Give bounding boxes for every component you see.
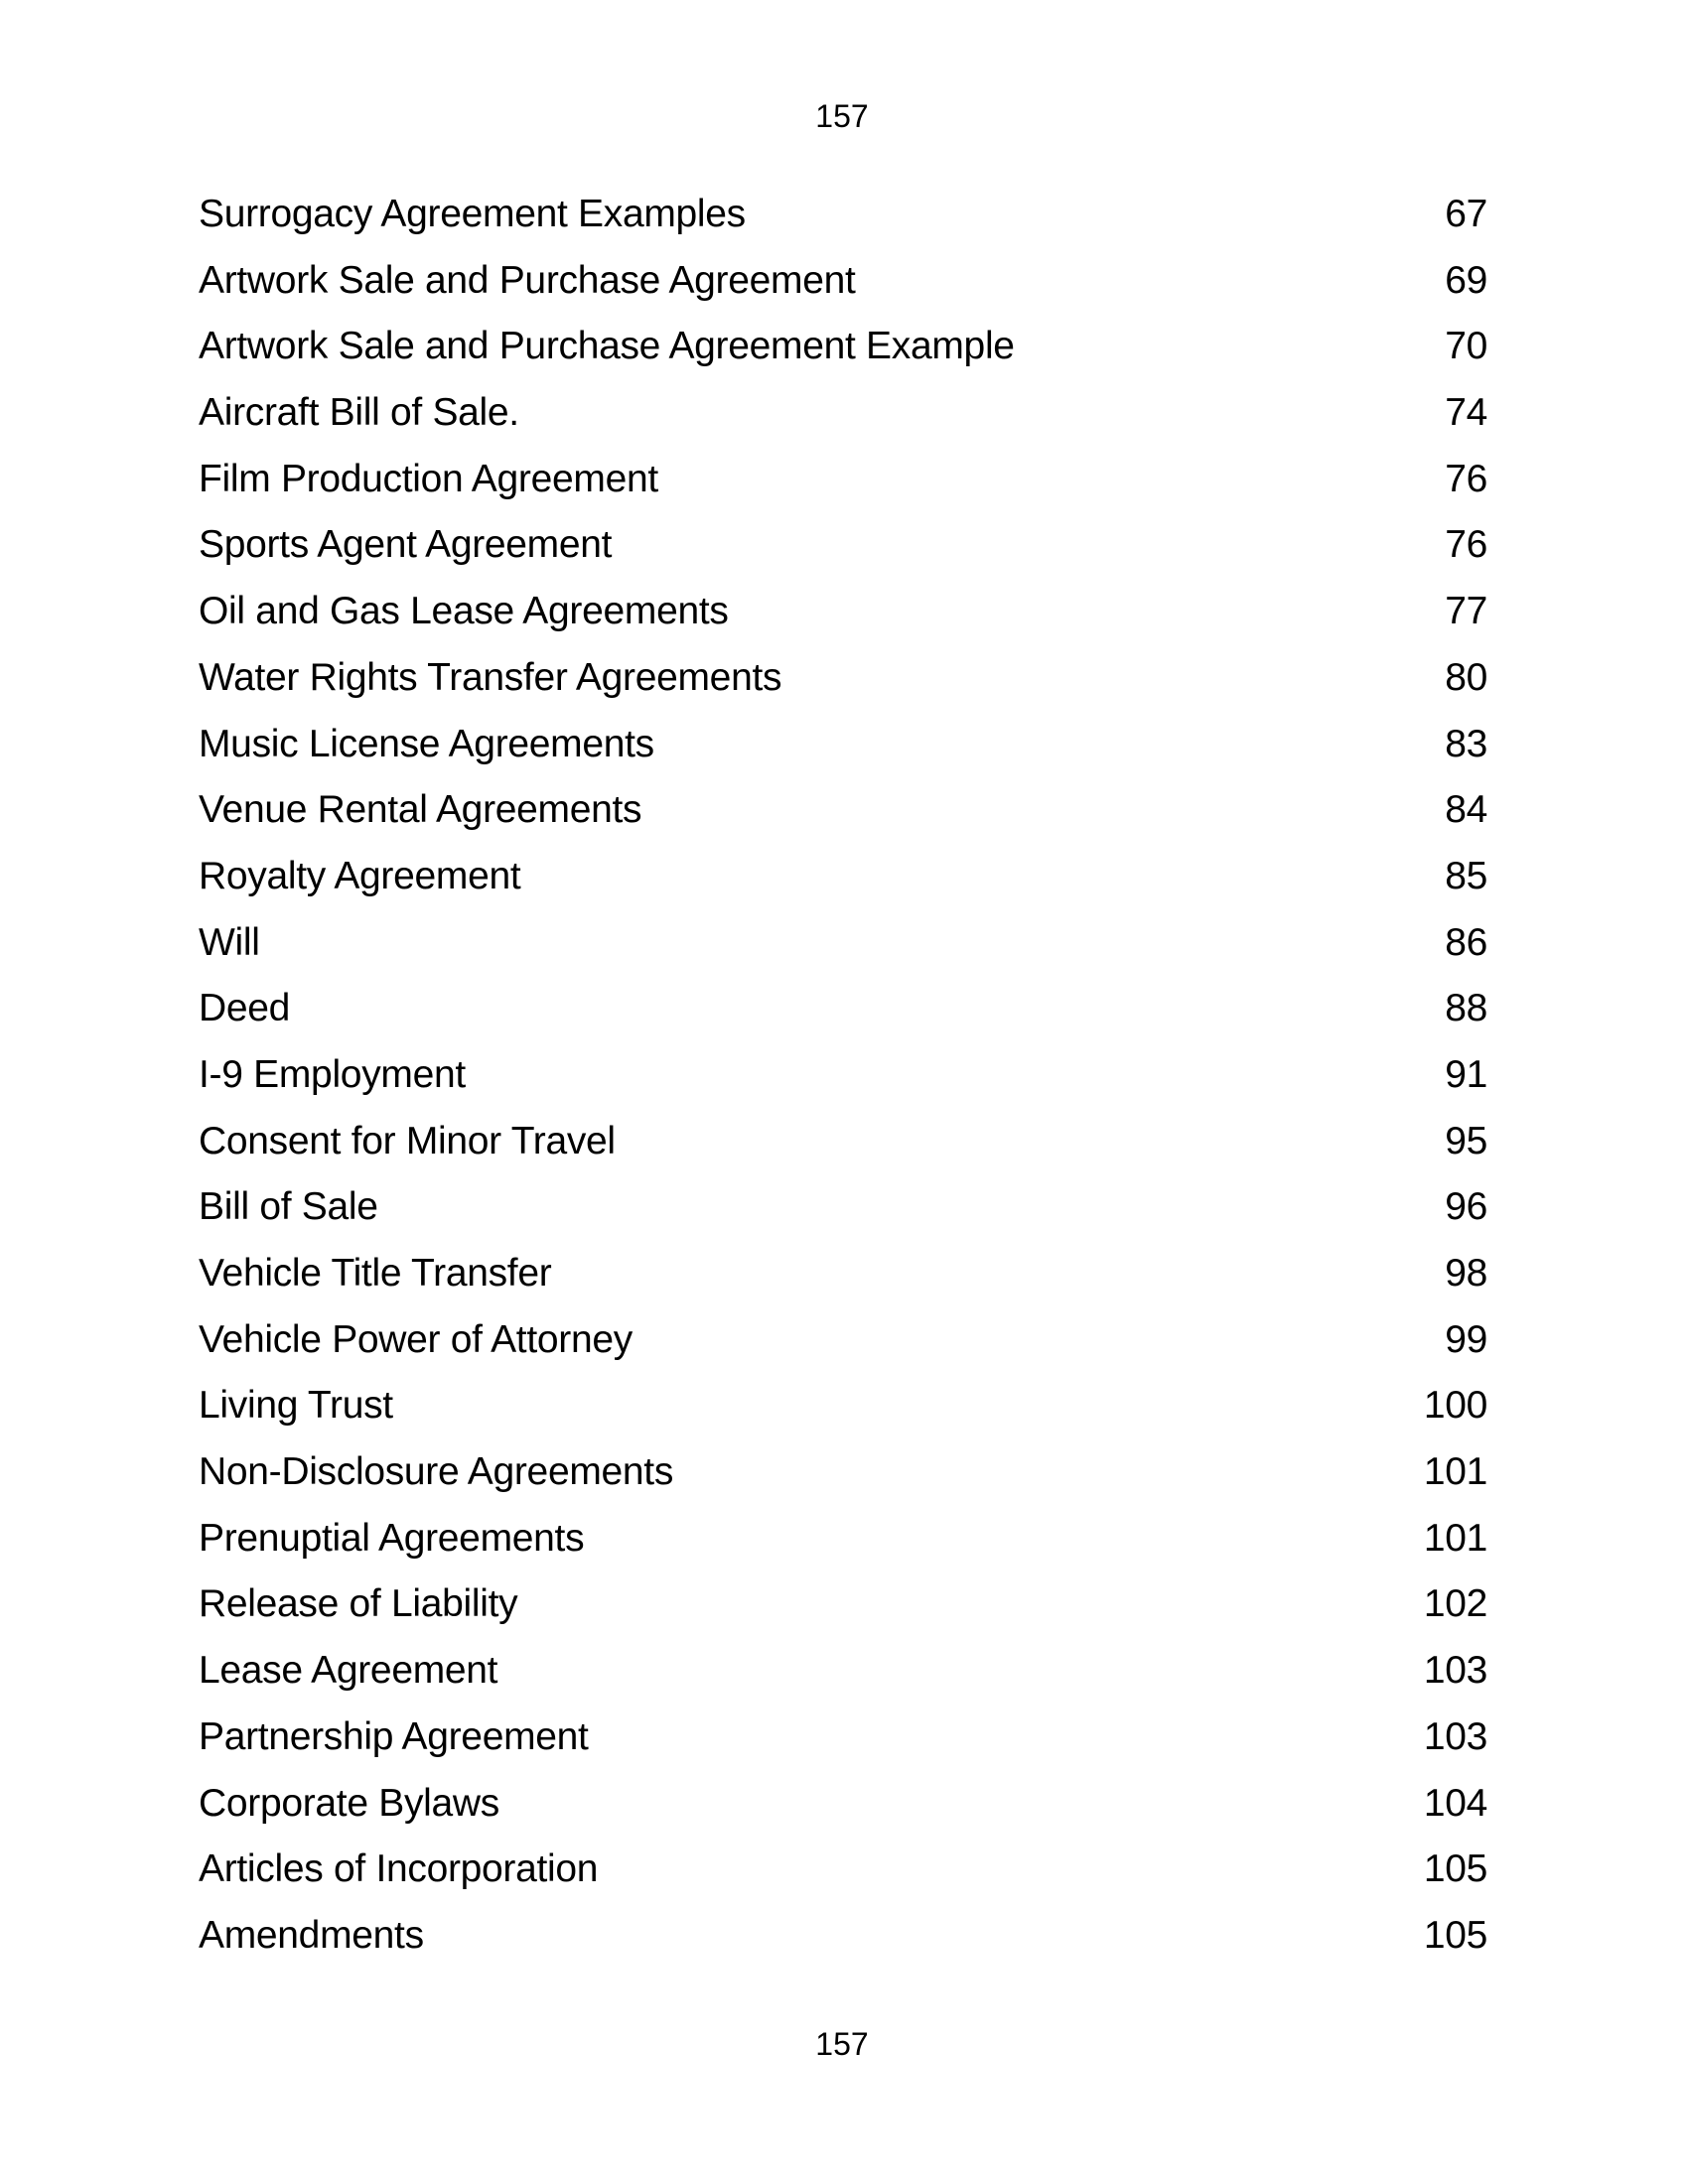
toc-entry[interactable] bbox=[199, 1849, 1487, 1916]
toc-entry-title: Vehicle Power of Attorney bbox=[199, 1317, 633, 1361]
toc-entry-page: 67 bbox=[1445, 193, 1487, 235]
toc-entry[interactable] bbox=[199, 1913, 1487, 1982]
toc-entry-page: 100 bbox=[1423, 1384, 1487, 1428]
toc-entry[interactable] bbox=[199, 920, 1487, 990]
toc-entry[interactable] bbox=[199, 1651, 1487, 1717]
toc-entry[interactable] bbox=[199, 592, 1487, 658]
toc-entry-page: 105 bbox=[1423, 1913, 1487, 1957]
toc-entry[interactable] bbox=[199, 1781, 1487, 1850]
toc-entry-title: Bill of Sale bbox=[199, 1185, 378, 1229]
toc-entry-page: 85 bbox=[1445, 854, 1487, 897]
toc-entry-title: Consent for Minor Travel bbox=[199, 1119, 616, 1162]
toc-entry-page: 86 bbox=[1445, 920, 1487, 964]
toc-entry-page: 84 bbox=[1445, 788, 1487, 832]
toc-entry-page: 76 bbox=[1445, 523, 1487, 567]
toc-entry-title: Vehicle Title Transfer bbox=[199, 1252, 552, 1295]
toc-entry-page: 102 bbox=[1423, 1582, 1487, 1626]
toc-entry[interactable] bbox=[199, 457, 1487, 526]
toc-entry-page: 83 bbox=[1445, 722, 1487, 765]
toc-entry-page: 69 bbox=[1445, 258, 1487, 302]
toc-entry[interactable] bbox=[199, 327, 1487, 393]
toc-entry-title: Partnership Agreement bbox=[199, 1714, 589, 1758]
toc-entry-title: Music License Agreements bbox=[199, 722, 654, 765]
toc-entry-title: Film Production Agreement bbox=[199, 457, 658, 500]
toc-entry[interactable] bbox=[199, 393, 1487, 460]
toc-entry[interactable] bbox=[199, 1254, 1487, 1320]
toc-entry[interactable] bbox=[199, 195, 1487, 261]
toc-entry-page: 103 bbox=[1423, 1714, 1487, 1758]
toc-entry[interactable] bbox=[199, 1187, 1487, 1254]
toc-entry-title: Will bbox=[199, 920, 260, 964]
toc-entry-title: Lease Agreement bbox=[199, 1649, 498, 1693]
page-number-header: 157 bbox=[815, 98, 869, 134]
toc-entry[interactable] bbox=[199, 1052, 1487, 1122]
toc-entry-title: Artwork Sale and Purchase Agreement Example bbox=[199, 325, 1015, 368]
toc-entry-title: Venue Rental Agreements bbox=[199, 788, 642, 832]
toc-entry[interactable] bbox=[199, 1584, 1487, 1651]
toc-entry[interactable] bbox=[199, 1317, 1487, 1387]
toc-entry[interactable] bbox=[199, 1516, 1487, 1585]
toc-entry-page: 77 bbox=[1445, 590, 1487, 633]
toc-entry-page: 91 bbox=[1445, 1052, 1487, 1096]
toc-entry[interactable] bbox=[199, 258, 1487, 328]
toc-entry-title: Royalty Agreement bbox=[199, 854, 521, 897]
table-of-contents bbox=[199, 195, 1487, 1982]
toc-entry-title: Deed bbox=[199, 987, 291, 1030]
toc-entry-title: Aircraft Bill of Sale. bbox=[199, 391, 519, 435]
toc-entry-page: 96 bbox=[1445, 1185, 1487, 1229]
toc-entry-title: Water Rights Transfer Agreements bbox=[199, 655, 782, 699]
toc-entry-title: Articles of Incorporation bbox=[199, 1847, 599, 1891]
toc-entry-page: 80 bbox=[1445, 655, 1487, 699]
toc-entry-title: Oil and Gas Lease Agreements bbox=[199, 590, 729, 633]
toc-entry[interactable] bbox=[199, 655, 1487, 725]
toc-entry-page: 101 bbox=[1423, 1450, 1487, 1494]
toc-entry-title: Non-Disclosure Agreements bbox=[199, 1450, 674, 1494]
toc-entry[interactable] bbox=[199, 525, 1487, 592]
toc-entry-title: Artwork Sale and Purchase Agreement bbox=[199, 258, 856, 302]
page-number-footer: 157 bbox=[815, 2026, 869, 2062]
toc-entry[interactable] bbox=[199, 1452, 1487, 1519]
toc-entry[interactable] bbox=[199, 989, 1487, 1055]
toc-entry-page: 104 bbox=[1423, 1781, 1487, 1825]
toc-entry-page: 95 bbox=[1445, 1119, 1487, 1162]
toc-entry-title: Surrogacy Agreement Examples bbox=[199, 193, 746, 235]
toc-entry-page: 74 bbox=[1445, 391, 1487, 435]
toc-entry[interactable] bbox=[199, 854, 1487, 923]
toc-entry[interactable] bbox=[199, 1386, 1487, 1452]
toc-entry-page: 88 bbox=[1445, 987, 1487, 1030]
toc-entry-title: Amendments bbox=[199, 1913, 424, 1957]
toc-entry-title: Sports Agent Agreement bbox=[199, 523, 613, 567]
toc-entry[interactable] bbox=[199, 1119, 1487, 1188]
toc-entry-page: 105 bbox=[1423, 1847, 1487, 1891]
toc-entry-title: Corporate Bylaws bbox=[199, 1781, 499, 1825]
toc-entry-title: Prenuptial Agreements bbox=[199, 1516, 585, 1560]
toc-entry-title: I-9 Employment bbox=[199, 1052, 466, 1096]
toc-entry-page: 98 bbox=[1445, 1252, 1487, 1295]
toc-entry-title: Living Trust bbox=[199, 1384, 393, 1428]
toc-entry-page: 70 bbox=[1445, 325, 1487, 368]
toc-entry[interactable] bbox=[199, 722, 1487, 791]
toc-entry[interactable] bbox=[199, 1714, 1487, 1784]
toc-entry[interactable] bbox=[199, 790, 1487, 857]
toc-entry-page: 103 bbox=[1423, 1649, 1487, 1693]
toc-entry-page: 76 bbox=[1445, 457, 1487, 500]
toc-entry-page: 99 bbox=[1445, 1317, 1487, 1361]
toc-entry-page: 101 bbox=[1423, 1516, 1487, 1560]
toc-entry-title: Release of Liability bbox=[199, 1582, 518, 1626]
